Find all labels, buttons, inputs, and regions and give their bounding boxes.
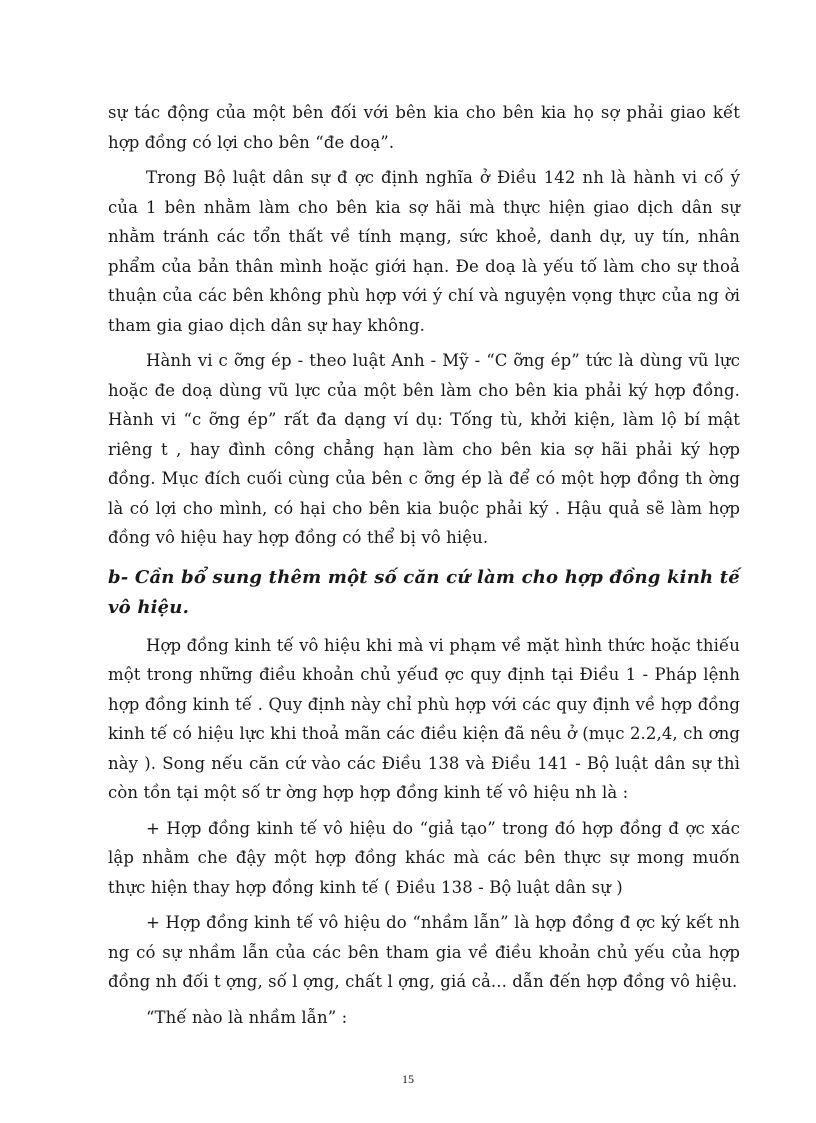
paragraph-3: Hành vi c ỡng ép - theo luật Anh - Mỹ - “C ỡng ép” tức là dùng vũ lực hoặc đe doạ dùng vũ lực của một bên làm cho bên kia phải ký hợp đồng. Hành vi “c ỡng ép” rất đa dạng ví dụ: Tống tù, khởi kiện, làm lộ bí mật riêng t , hay đình công chẳng hạn làm cho bên kia sợ hãi phải ký hợp đồng. Mục đích cuối cùng của bên c ỡng ép là để có một hợp đồng th ờng là có lợi cho mình, có hại cho bên kia buộc phải ký . Hậu quả sẽ làm hợp đồng vô hiệu hay hợp đồng có thể bị vô hiệu.: [108, 351, 740, 547]
paragraph-2: Trong Bộ luật dân sự đ ợc định nghĩa ở Điều 142 nh là hành vi cố ý của 1 bên nhằm làm cho bên kia sợ hãi mà thực hiện giao dịch dân sự nhằm tránh các tổn thất về tính mạng, sức khoẻ, danh dự, uy tín, nhân phẩm của bản thân mình hoặc giới hạn. Đe doạ là yếu tố làm cho sự thoả thuận của các bên không phù hợp với ý chí và nguyện vọng thực của ng ời tham gia giao dịch dân sự hay không.: [108, 168, 740, 335]
section-heading: b- Cần bổ sung thêm một số căn cứ làm cho hợp đồng kinh tế vô hiệu.: [108, 566, 740, 618]
page-number: 15: [402, 1072, 414, 1086]
paragraph-6: + Hợp đồng kinh tế vô hiệu do “nhầm lẫn” là hợp đồng đ ợc ký kết nh ng có sự nhầm lẫn của các bên tham gia về điều khoản chủ yếu của hợp đồng nh đối t ợng, số l ợng, chất l ợng, giá cả... dẫn đến hợp đồng vô hiệu.: [108, 913, 740, 991]
document-page: [108, 98, 740, 1038]
paragraph-4: Hợp đồng kinh tế vô hiệu khi mà vi phạm về mặt hình thức hoặc thiếu một trong những điều khoản chủ yếuđ ợc quy định tại Điều 1 - Pháp lệnh hợp đồng kinh tế . Quy định này chỉ phù hợp với các quy định về hợp đồng kinh tế có hiệu lực khi thoả mãn các điều kiện đã nêu ở (mục 2.2,4, ch ơng này ). Song nếu căn cứ vào các Điều 138 và Điều 141 - Bộ luật dân sự thì còn tồn tại một số tr ờng hợp hợp đồng kinh tế vô hiệu nh là :: [108, 635, 740, 802]
paragraph-7: “Thế nào là nhầm lẫn” :: [146, 1007, 348, 1027]
paragraph-1: sự tác động của một bên đối với bên kia cho bên kia họ sợ phải giao kết hợp đồng có lợi cho bên “đe doạ”.: [108, 103, 740, 152]
paragraph-5: + Hợp đồng kinh tế vô hiệu do “giả tạo” trong đó hợp đồng đ ợc xác lập nhằm che đậy một hợp đồng khác mà các bên thực sự mong muốn thực hiện thay hợp đồng kinh tế ( Điều 138 - Bộ luật dân sự ): [108, 818, 740, 897]
